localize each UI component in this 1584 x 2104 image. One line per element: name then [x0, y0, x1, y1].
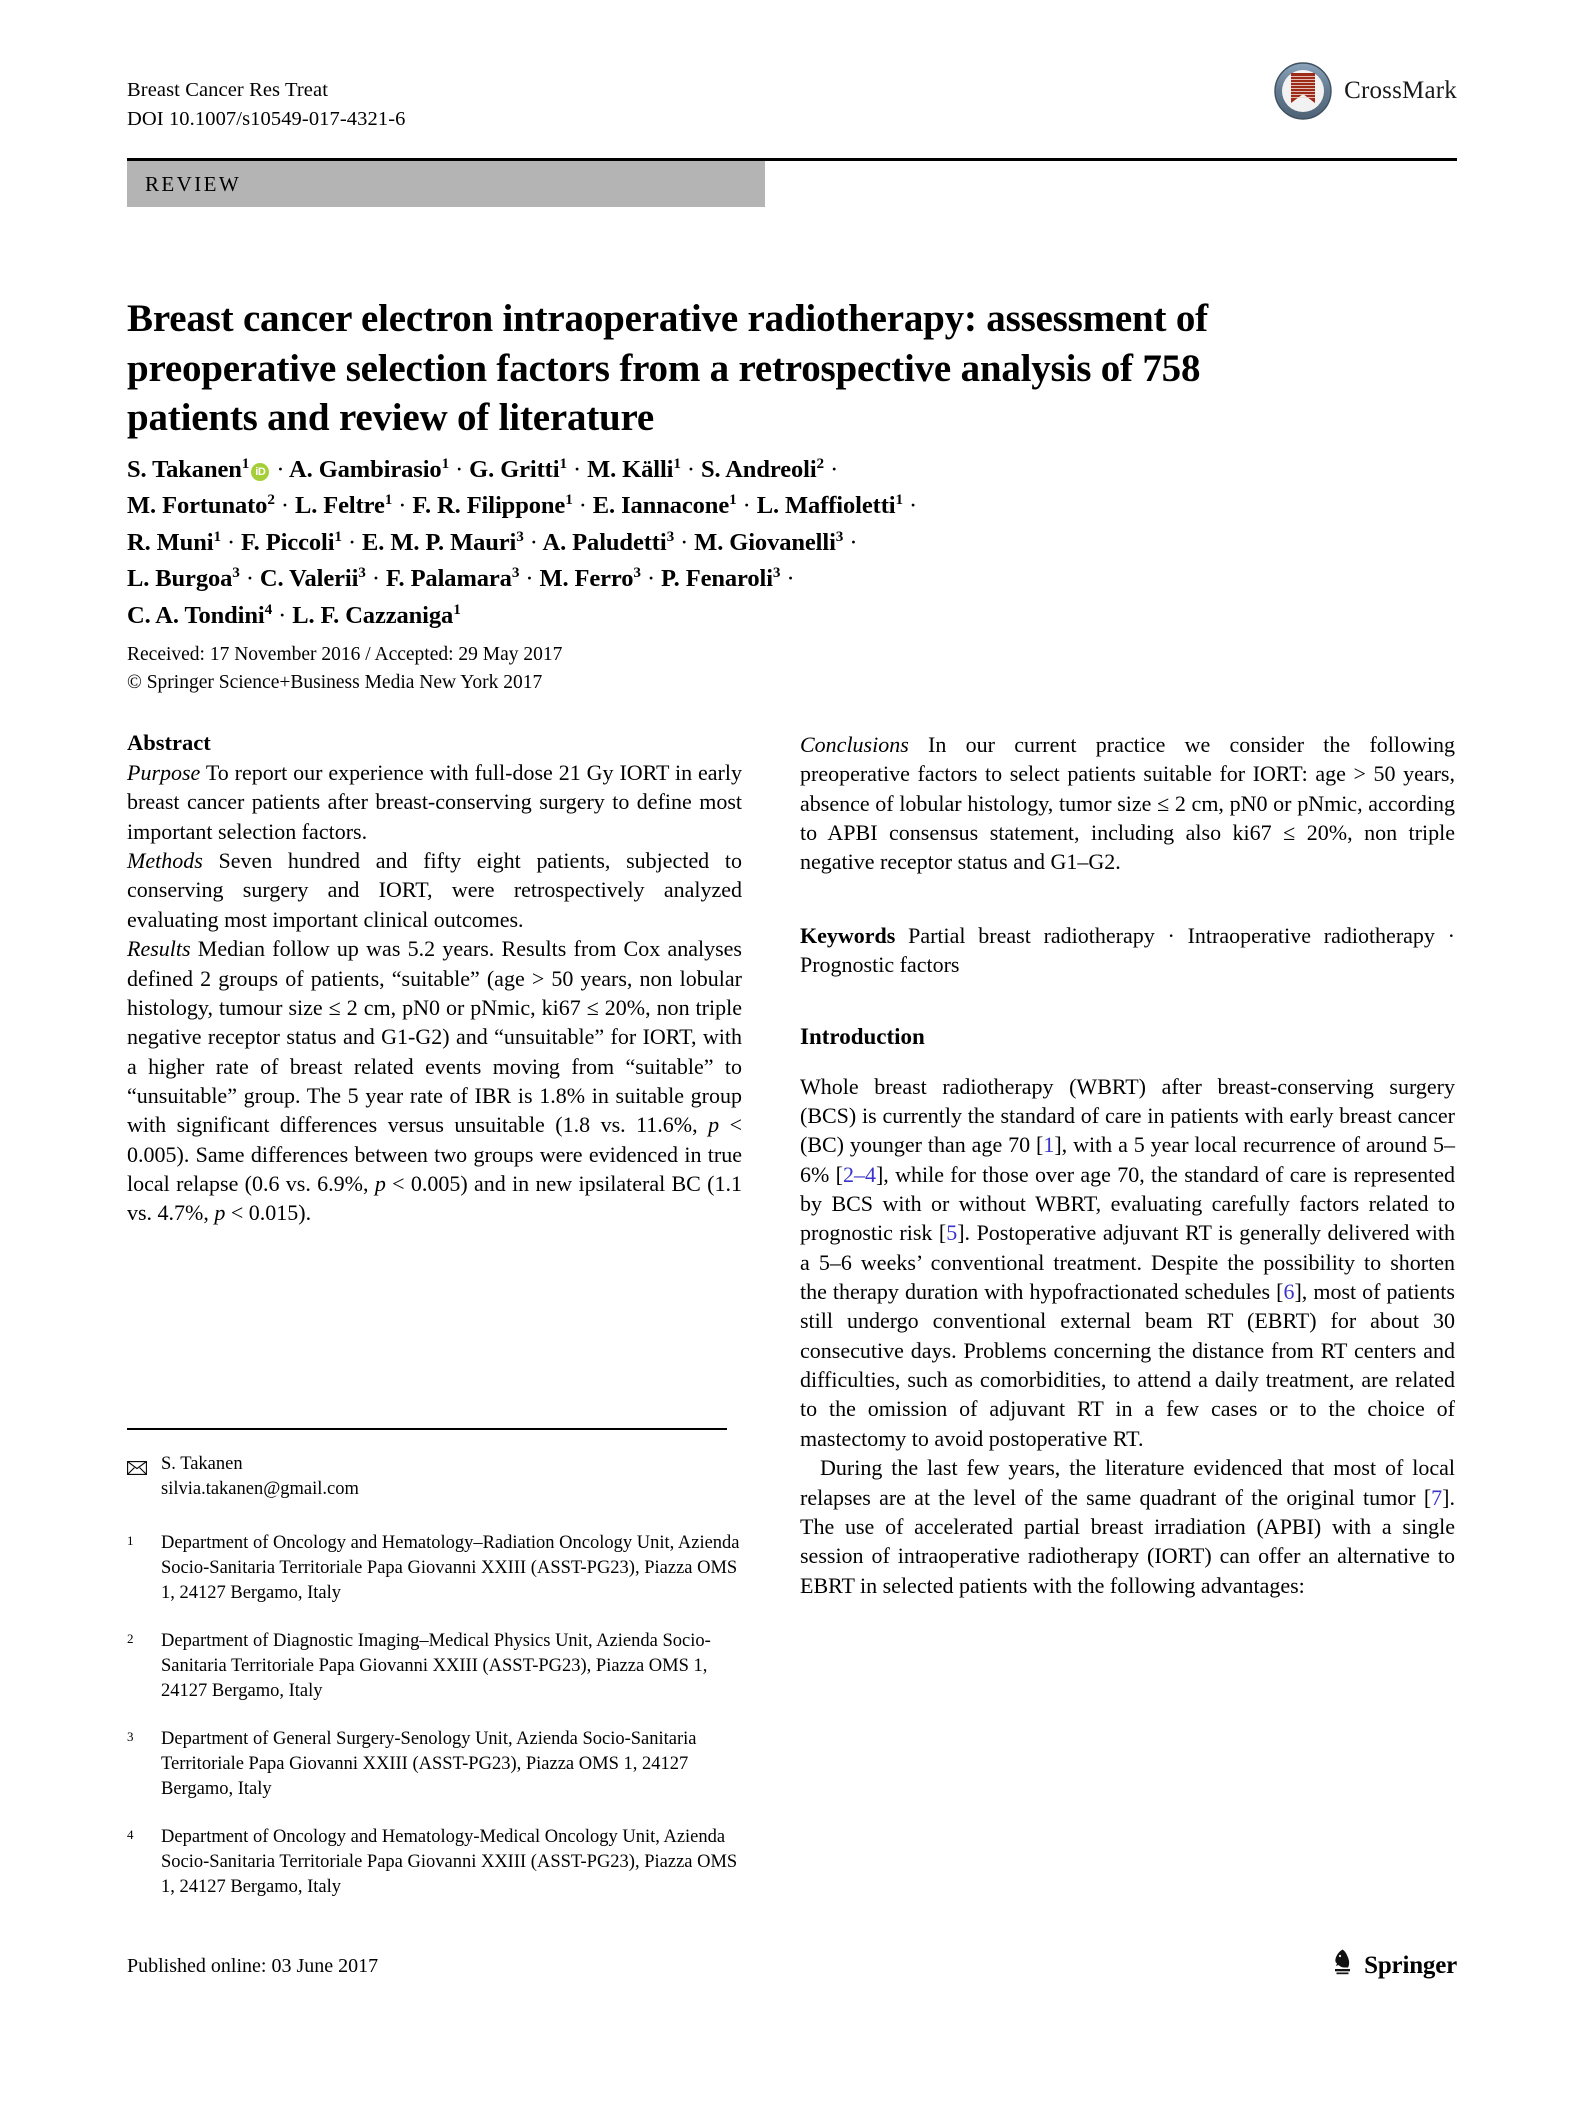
abstract-purpose: [127, 758, 742, 846]
affiliation-number: 1: [127, 1532, 134, 1548]
intro-p1-e: ], most of patients still undergo conventional external beam RT (EBRT) for about 30 consecutive days. Problems concerning the distance from RT centers and difficulties, such as comorbidities, to attend a daily treatment, are related to the omission of adjuvant RT in a few cases or to the choice of mastectomy to avoid postoperative RT.: [800, 1279, 1455, 1451]
publisher-logo: [1331, 1948, 1457, 1983]
purpose-text: To report our experience with full-dose 21 Gy IORT in early breast cancer patients after breast-conserving surgery to define most important selection factors.: [127, 760, 742, 844]
author-list: S. Takanen$^1$iD · A. Gambirasio$^1$ · G. Gritti$^1$ · M. Källi$^1$ · S. Andreoli$^2$ · M. Fortunato$^2$ · L. Feltre$^1$ · F. R. Filippone$^1$ · E. Iannacone$^1$ · L. Maffioletti$^1$ · R. Muni$^1$ · F. Piccoli$^1$ · E. M. P. Mauri$^3$ · A. Paludetti$^3$ · M. Giovanelli$^3$ · L. Burgoa$^3$ · C. Valerii$^3$ · F. Palamara$^3$ · M. Ferro$^3$ · P. Fenaroli$^3$ · C. A. Tondini$^4$ · L. F. Cazzaniga$^1$: [127, 454, 918, 629]
crossmark-icon: [1272, 60, 1334, 122]
corresponding-author-email[interactable]: silvia.takanen@gmail.com: [161, 1479, 359, 1500]
affiliation-number: 4: [127, 1826, 134, 1842]
affiliation-number: 3: [127, 1728, 134, 1744]
abstract-heading: Abstract: [127, 730, 211, 755]
corresponding-author: [127, 1452, 742, 1503]
right-column: [800, 730, 1455, 1600]
affiliation-item: [127, 1531, 742, 1607]
page-title: Breast cancer electron intraoperative radiotherapy: assessment of preoperative selection factors from a retrospective analysis of 758 patients and review of literature: [127, 297, 1208, 440]
introduction-heading: Introduction: [800, 1023, 925, 1049]
results-label: Results: [127, 936, 191, 962]
received-accepted-line: Received: 17 November 2016 / Accepted: 29 May 2017: [127, 644, 563, 665]
intro-p1-b: ], with a 5 year local recurrence of around 5–6% [: [800, 1132, 1456, 1187]
methods-text: Seven hundred and fifty eight patients, subjected to conserving surgery and IORT, were retrospectively analyzed evaluating most important clinical outcomes.: [127, 848, 742, 932]
results-p-3: p: [214, 1200, 226, 1226]
keywords-text: Partial breast radiotherapy · Intraoperative radiotherapy · Prognostic factors: [800, 922, 1455, 978]
results-text-2: < 0.005). Same differences between two groups were evidenced in true local relapse (0.6 vs. 6.9%,: [127, 1112, 742, 1197]
introduction-paragraph-2: [800, 1453, 1455, 1600]
citation-1[interactable]: 1: [1043, 1132, 1055, 1158]
methods-label: Methods: [127, 848, 203, 874]
page-header: [127, 76, 1457, 134]
results-text-3: < 0.005) and in new ipsilateral BC (1.1 vs. 4.7%,: [127, 1171, 742, 1226]
affiliation-item: [127, 1825, 742, 1901]
citation-2-4[interactable]: 2–4: [842, 1161, 876, 1187]
conclusions-text: In our current practice we consider the following preoperative factors to select patients suitable for IORT: age > 50 years, absence of lobular histology, tumor size ≤ 2 cm, pN0 or pNmic, according to APBI consensus statement, including also ki67 ≤ 20%, non triple negative receptor status and G1–G2.: [800, 732, 1455, 875]
abstract-methods: [127, 846, 742, 934]
journal-name: Breast Cancer Res Treat: [127, 79, 328, 101]
results-text: Median follow up was 5.2 years. Results from Cox analyses defined 2 groups of patients, “suitable” (age > 50 years, non lobular histology, tumour size ≤ 2 cm, pN0 or pNmic, ki67 ≤ 20%, non triple negative receptor status and G1-G2) and “unsuitable” for IORT, with a higher rate of breast related events moving from “suitable” to “unsuitable” group. The 5 year rate of IBR is 1.8% in suitable group with significant differences versus unsuitable (1.8 vs. 11.6%,: [127, 936, 742, 1138]
results-p-1: p: [708, 1112, 720, 1138]
article-type-label: REVIEW: [145, 171, 242, 196]
affiliation-text: Department of Oncology and Hematology-Medical Oncology Unit, Azienda Socio-Sanitaria Territoriale Papa Giovanni XXIII (ASST-PG23), Piazza OMS 1, 24127 Bergamo, Italy: [161, 1826, 738, 1898]
citation-7[interactable]: 7: [1431, 1484, 1443, 1510]
conclusions-label: Conclusions: [800, 732, 909, 757]
springer-wordmark: Springer: [1364, 1951, 1457, 1979]
intro-p2-b: ]. The use of accelerated partial breast irradiation (APBI) with a single session of intraoperative radiotherapy (IORT) can offer an alternative to EBRT in selected patients with the following advantages:: [800, 1484, 1455, 1598]
affiliation-text: Department of Oncology and Hematology–Radiation Oncology Unit, Azienda Socio-Sanitaria Territoriale Papa Giovanni XXIII (ASST-PG23), Piazza OMS 1, 24127 Bergamo, Italy: [161, 1532, 740, 1604]
abstract-results: [127, 934, 742, 1228]
intro-p1-d: ]. Postoperative adjuvant RT is generally delivered with a 5–6 weeks’ conventional treatment. Despite the possibility to shorten the therapy duration with hypofractionated schedules [: [800, 1220, 1456, 1305]
affiliation-text: Department of Diagnostic Imaging–Medical Physics Unit, Azienda Socio-Sanitaria Territoriale Papa Giovanni XXIII (ASST-PG23), Piazza OMS 1, 24127 Bergamo, Italy: [161, 1630, 711, 1702]
corresponding-author-details: [161, 1452, 359, 1503]
intro-p2-a: During the last few years, the literature evidenced that most of local relapses are at the level of the same quadrant of the original tumor [: [800, 1455, 1455, 1510]
keywords-label: Keywords: [800, 922, 896, 948]
spacer-keywords-intro: [800, 980, 1455, 1024]
introduction-paragraph-1: [800, 1072, 1455, 1454]
crossmark-badge[interactable]: [1272, 60, 1457, 122]
intro-p1-c: ], while for those over age 70, the standard of care is represented by BCS with or without WBRT, evaluating carefully factors related to prognostic risk [: [800, 1161, 1456, 1246]
springer-knight-icon: [1331, 1948, 1355, 1983]
journal-doi: DOI 10.1007/s10549-017-4321-6: [127, 108, 406, 131]
affiliation-item: [127, 1727, 742, 1803]
intro-p1-a: Whole breast radiotherapy (WBRT) after breast-conserving surgery (BCS) is currently the standard of care in patients with early breast cancer (BC) younger than age 70 [: [800, 1073, 1455, 1158]
footnote-rule: [127, 1428, 727, 1430]
article-type-banner: [127, 161, 765, 207]
journal-info: [127, 76, 406, 134]
spacer-conclusions-keywords: [800, 877, 1455, 921]
crossmark-label: CrossMark: [1344, 77, 1457, 104]
abstract-column: [127, 730, 742, 1228]
affiliation-item: [127, 1629, 742, 1705]
envelope-icon: [127, 1458, 147, 1472]
affiliation-text: Department of General Surgery-Senology Unit, Azienda Socio-Sanitaria Territoriale Papa Giovanni XXIII (ASST-PG23), Piazza OMS 1, 24127 Bergamo, Italy: [161, 1728, 697, 1800]
citation-6[interactable]: 6: [1283, 1279, 1295, 1305]
footnote-block: [127, 1452, 742, 1923]
purpose-label: Purpose: [127, 760, 201, 785]
results-text-4: < 0.015).: [225, 1200, 312, 1226]
copyright-line: © Springer Science+Business Media New York 2017: [127, 672, 543, 694]
results-p-2: p: [374, 1171, 386, 1197]
keywords-block: [800, 921, 1455, 980]
abstract-conclusions: [800, 730, 1455, 877]
affiliation-number: 2: [127, 1630, 134, 1646]
corresponding-author-name: S. Takanen: [161, 1454, 243, 1474]
published-online-date: Published online: 03 June 2017: [127, 1955, 379, 1977]
publication-dates: [127, 641, 562, 698]
citation-5[interactable]: 5: [946, 1220, 958, 1246]
